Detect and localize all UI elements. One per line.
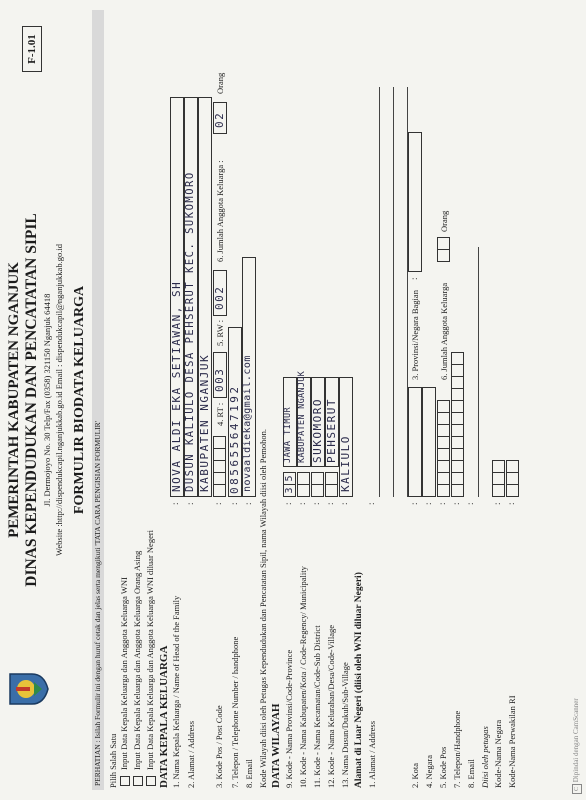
choose-label: Pilih Salah Satu — [108, 733, 118, 788]
village-code-cells[interactable] — [325, 473, 338, 497]
colon: : — [229, 502, 239, 505]
colon: : — [451, 502, 461, 505]
form-code-box: F-1.01 — [22, 26, 42, 72]
colon: : — [437, 502, 447, 505]
form-title: FORMULIR BIODATA KELUARGA — [72, 285, 87, 515]
village-name-value: PEHSERUT — [325, 398, 338, 463]
scanner-watermark — [572, 698, 582, 794]
head-name-value: NOVA ALDI EKA SETIAWAN, SH — [170, 280, 183, 492]
rt-value: 003 — [213, 367, 226, 392]
abroad-postal-cells[interactable] — [437, 401, 450, 497]
email-label: 8. Email — [244, 759, 254, 788]
abroad-address-label: 1. Alamat / Address — [367, 720, 377, 788]
district-code-cells[interactable] — [311, 473, 324, 497]
phone-value: 085655647192 — [228, 384, 241, 494]
abroad-phone-cells[interactable] — [451, 353, 464, 497]
embassy-code-label: Kode-Nama Perwakilan RI — [507, 695, 517, 788]
abroad-phone-label: 7. Telepon/Handphone — [452, 710, 462, 788]
abroad-city-field[interactable] — [408, 387, 422, 497]
abroad-country-label: 4. Negara — [424, 754, 434, 788]
abroad-members-cells[interactable] — [437, 238, 450, 262]
colon: : — [492, 502, 502, 505]
abroad-province-field[interactable] — [408, 132, 422, 272]
colon: : — [465, 502, 475, 505]
petugas-label: Diisi oleh petugas — [480, 726, 490, 788]
colon: : — [339, 502, 349, 505]
colon: : — [213, 502, 223, 505]
sub-village-label: 13. Nama Dusun/Dukuh/Sub-Village — [340, 662, 350, 788]
abroad-city-label: 2. Kota — [410, 762, 420, 788]
abroad-members-label: 6. Jumlah Anggota Keluarga — [439, 282, 449, 380]
wilayah-note: Kode Wilayah diisi oleh Petugas Kependudukan dan Pencatatan Sipil, nama Wilayah diisi oleh Pemohon. — [258, 428, 268, 788]
option-foreign-label: Input Data Kepala Keluarga dan Anggota Keluarga Orang Asing — [132, 550, 142, 770]
phone-label: 7. Telepon / Telephone Number / handphone — [230, 636, 240, 788]
colon: : — [325, 502, 335, 505]
colon: : — [311, 502, 321, 505]
abroad-address-line2[interactable] — [380, 87, 394, 497]
district-label: 11. Kode - Nama Kecamatan/Code-Sub District — [312, 625, 322, 788]
colon: : — [283, 502, 293, 505]
abroad-email-field[interactable] — [465, 247, 479, 497]
abroad-address-line1[interactable] — [366, 87, 380, 497]
colon: : — [409, 277, 419, 280]
postal-label: 3. Kode Pos / Post Code — [214, 705, 224, 788]
gov-address: Jl. Dermojoyo No. 30 Telp/Fax (0358) 321150 Nganjuk 64418 — [42, 293, 52, 507]
regency-name-value: KABUPATEN NGANJUK — [297, 370, 307, 463]
section-data-wilayah: DATA WILAYAH — [270, 703, 282, 788]
colon: : — [243, 502, 253, 505]
option-abroad-label: Input Data Kepala Keluarga dan Anggota Keluarga WNI diluar Negeri — [145, 529, 155, 770]
colon: : — [185, 502, 195, 505]
section-kepala-keluarga: DATA KEPALA KELUARGA — [158, 645, 170, 788]
regency-code-cells[interactable] — [297, 473, 310, 497]
colon: : — [297, 502, 307, 505]
abroad-email-label: 8. Email — [466, 759, 476, 788]
head-name-label: 1. Nama Kepala Keluarga / Name of Head of the Family — [171, 595, 181, 788]
province-label: 9. Kode - Nama Provinsi/Code-Province — [284, 649, 294, 788]
members-label: 6. Jumlah Anggota Keluarga : — [215, 160, 225, 262]
colon: : — [409, 502, 419, 505]
abroad-members-unit: Orang — [439, 210, 449, 232]
camscanner-logo-icon: C — [572, 784, 582, 794]
district-name-value: SUKOMORO — [311, 398, 324, 463]
scanner-text: Dipindai dengan CamScanner — [572, 698, 580, 783]
rt-label: 4. RT : — [215, 402, 225, 426]
regency-label: 10. Kode - Nama Kabupaten/Kota / Code-Regency/ Municipality — [298, 566, 308, 788]
postal-code-cells[interactable] — [213, 437, 226, 497]
address-label: 2. Alamat / Address — [186, 720, 196, 788]
gov-website: Website :http://dispendukcapil.nganjukkab.go.id Email : dispendukcapil@nganjukkab.go.id — [54, 244, 64, 556]
gov-line-1: PEMERINTAH KABUPATEN NGANJUK — [6, 262, 22, 538]
address-value-line2: KABUPATEN NGANJUK — [198, 353, 211, 492]
option-wni-label: Input Data Kepala Keluarga dan Anggota Keluarga WNI — [119, 577, 129, 770]
abroad-postal-label: 5. Kode Pos — [438, 746, 448, 788]
email-value: novaaldieka@gmail.com — [242, 355, 253, 492]
colon: : — [170, 502, 180, 505]
sub-village-value: KALIULO — [339, 435, 352, 492]
embassy-code-cells[interactable] — [506, 461, 519, 497]
province-code-cells[interactable]: 3 5 — [283, 473, 296, 497]
abroad-address-line3[interactable] — [394, 87, 408, 497]
province-name-value: JAWA TIMUR — [283, 406, 293, 463]
option-wni-checkbox[interactable] — [120, 776, 130, 786]
abroad-country-field[interactable] — [422, 387, 436, 497]
section-luar-negeri: Alamat di Luar Negeri (diisi oleh WNI diluar Negeri) — [354, 572, 364, 788]
village-label: 12. Kode - Nama Kelurahan/Desa/Code-Village — [326, 624, 336, 788]
instruction-band: PERHATIAN : Isilah Formulir ini dengan huruf cetak dan jelas serta mengikuti 'TATA CARA PENGISIAN FORMULIR' — [92, 10, 104, 790]
members-unit: Orang — [215, 72, 225, 94]
gov-line-2: DINAS KEPENDUDUKAN DAN PENCATATAN SIPIL — [23, 213, 40, 587]
country-code-cells[interactable] — [492, 461, 505, 497]
rw-value: 002 — [213, 285, 226, 310]
country-code-label: Kode-Nama Negara — [493, 719, 503, 788]
option-abroad-checkbox[interactable] — [146, 776, 156, 786]
colon: : — [366, 502, 376, 505]
option-foreign-checkbox[interactable] — [133, 776, 143, 786]
colon: : — [423, 502, 433, 505]
colon: : — [506, 502, 516, 505]
abroad-province-label: 3. Provinsi/Negara Bagian — [410, 290, 420, 380]
address-value-line1: DUSUN KALIULO DESA PEHSERUT KEC. SUKOMORO — [184, 171, 196, 492]
rw-label: 5. RW : — [215, 319, 225, 346]
members-value: 02 — [213, 111, 226, 128]
